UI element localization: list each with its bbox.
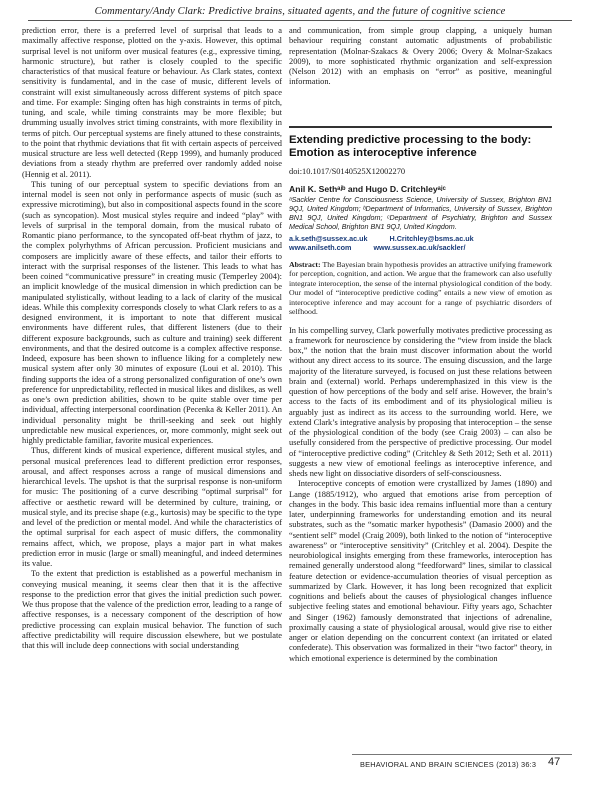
web-link-anilseth[interactable]: www.anilseth.com (289, 242, 352, 252)
section-rule (289, 126, 552, 128)
article-affiliation: ᵃSackler Centre for Consciousness Science, University of Sussex, Brighton BN1 9QJ, United Kingdom; ᵇDepartment of Informatics, University of Sussex, Brighton BN1 9QJ, United Kingdom; ᶜDepartment of Psychiatry, Brighton and Sussex Medical School, Brighton BN1 9QJ, United Kingdom. (289, 195, 552, 231)
article-doi: doi:10.1017/S0140525X12002270 (289, 166, 406, 176)
journal-footer: BEHAVIORAL AND BRAIN SCIENCES (2013) 36:3 (360, 760, 537, 769)
web-link-sackler[interactable]: www.sussex.ac.uk/sackler/ (373, 242, 466, 252)
abstract-text: The Bayesian brain hypothesis provides an attractive unifying framework for perception, cognition, and action. We argue that the framework can also usefully integrate interoception, the sense of the internal physiological condition of the body. Our model of “interoceptive predictive coding” entails a new view of emotion as interoceptive inference and may account for a range of psychiatric disorders of selfhood. (289, 259, 553, 317)
right-top-paragraph: and communication, from simple group clapping, a uniquely human behaviour requiring constant automatic adjustments of probabilistic representation (Molnar-Szakacs & Overy 2006; Overy & Molnar-Szakacs 2009), to more sophisticated rhythmic organization and self-expression (Nelson 2012) with an emphasis on “error” as positive, meaningful information. (289, 26, 552, 87)
page-number: 47 (548, 756, 561, 768)
right-column (289, 26, 552, 664)
article-authors: Anil K. Sethᵃʲᵇ and Hugo D. Critchleyᵃʲᶜ (289, 183, 446, 194)
right-body-paragraph-2: Interoceptive concepts of emotion were crystallized by James (1890) and Lange (1885/1912), who argued that emotions arise from perception of changes in the body. This basic idea remains influential more than a century later, underpinning frameworks for understanding emotion and its neural substrates, such as the “somatic marker hypothesis” (Damasio 2000) and the “sentient self” model (Craig 2009), both linked to the notion of “interoceptive awareness” or “interoceptive sensitivity” (Critchley et al. 2004). Despite the neurobiological insights emerging from these frameworks, interoception has remained generally understood along “feedforward” lines, similar to classical feature detection or evidence-accumulation theories of visual perception as summarized by Clark. However, it has long been recognized that explicit cognitions and beliefs about the causes of physiological changes influence subjective feeling states and emotional behaviour. Fifty years ago, Schachter and Singer (1962) famously demonstrated that injections of adrenaline, proximally causing a state of physiological arousal, would give rise to either anger or elation depending on the concurrent context (an irritated or elated confederate). This observation was formalized in their “two factor” theory, in which emotional experience is determined by the combination (289, 479, 552, 663)
contact-block (289, 234, 552, 252)
header-rule (28, 20, 572, 21)
abstract-label: Abstract: (289, 259, 321, 269)
email-link-seth[interactable]: a.k.seth@sussex.ac.uk (289, 233, 368, 243)
left-column (22, 26, 282, 651)
article-title-line-2: Emotion as interoceptive inference (289, 146, 477, 159)
abstract (289, 260, 552, 317)
running-head: Commentary/Andy Clark: Predictive brains, situated agents, and the future of cognitive science (94, 6, 506, 17)
footer-rule (352, 754, 572, 755)
left-paragraph-3: Thus, different kinds of musical experience, different musical styles, and personal musical preferences lead to different prediction error responses, arousal, and affect responses across a range of musical dimensions and hierarchical levels. The upshot is that the surprisal response is non-uniform for music: The positioning of a curve describing “optimal surprisal” for affective or aesthetic reward will be determined by culture, training, or musical style, and its precise shape (e.g., kurtosis) may be specific to the type and level of the prediction or mental model. And while the characteristics of the optimal surprisal for each aspect of music differs, the commonality remains affect, which, we propose, plays a major part in what makes prediction error in music (large or small) meaningful, and indeed determines its value. (22, 446, 282, 568)
article-title (289, 134, 552, 160)
left-paragraph-1: prediction error, there is a preferred level of surprisal that leads to a maximally affective response, plotted on the y-axis. However, this optimal surprisal level is not uniform over musical features (e.g., expressive timing, harmonic structure), but rather is closely coupled to the specific characteristics of that musical feature or behaviour. As Clark states, context sensitivity is fundamental, and in the case of music, different levels of constraint will exist simultaneously across different systems of pitch space and time. For example: Singing often has high constraints in terms of pitch, tuning, and scale, while timing constraints may be more flexible; but drumming usually involves strict timing constraints, with more flexibility in terms of pitch. Our perceptual systems are finely attuned to these constraints, to the point that rhythmic deviations that fit with certain aspects of perceived musical structure are less well detected (Repp 1999), and humanly produced deviations from a steady rhythm are preferred over randomly added noise (Hennig et al. 2011). (22, 26, 282, 179)
left-paragraph-2: This tuning of our perceptual system to specific deviations from an internal model is seen not only in performance aspects of music (such as expressive microtiming), but also in compositional aspects found in the score (such as syncopation). Most musical styles require and indeed “play” with levels of surprisal in the temporal domain, from the musical rubato of Romantic piano performance, to the syncopated off-beat rhythm of jazz, to the complex polyrhythms of African percussion. Proficient musicians and composers are implicitly aware of these effects, and tailor their efforts to interact with the surprisal responses of the listener. This leads to what has been coined “communicative pressure” in creating music (Temperley 2004): an implicit knowledge of the musical dimension in which prediction can be manipulated stylistically, without leading to a lack of clarity of the musical ideas. While this complexity corresponds closely to what Clark refers to as a designed environment, it is important to note that different musical environments have different rules, that different listeners (due to their different exposure backgrounds, such as culture and training) seek different environments, and that the desired outcome is a complex affective response. Indeed, exposure has been shown to influence liking for a completely new musical system after only 30 minutes of exposure (Loui et al. 2010). This finding supports the idea of a strong personalized configuration of one’s own preference for unpredictability, reflected in musical likes and dislikes, as well as one’s own prediction abilities, shown to be quite stable over time per individual, affecting interpersonal coordination (Pecenka & Keller 2011). An individual personality might be thrill-seeking and seek out highly unpredictable new musical experiences, or, more commonly, might seek out highly predictable familiar, favorite musical experiences. (22, 179, 282, 445)
email-link-critchley[interactable]: H.Critchley@bsms.ac.uk (389, 233, 474, 243)
article-title-line-1: Extending predictive processing to the body: (289, 133, 532, 146)
left-paragraph-4: To the extent that prediction is established as a powerful mechanism in conveying musical meaning, it seems clear then that it is the affective response to the prediction error that gives the initial prediction such power. We thus propose that the valence of the prediction error, leading to a range of affective responses, is a necessary component of the description of how predictive processing can explain musical behavior. The function of such affective predictability will require discussion elsewhere, but we postulate that this will include deep connections with social understanding (22, 569, 282, 650)
right-body-paragraph-1: In his compelling survey, Clark powerfully motivates predictive processing as a framework for neuroscience by considering the “view from inside the black box,” the notion that the brain must discover information about the world without any direct access to its source. The ensuing discussion, and the large majority of the literature surveyed, is focused on just these relations between brain and (external) world. Perhaps underemphasized in this view is the question of how perceptions of the body and self arise. However, the brain’s access to the facts of its embodiment and of its physiological milieu is arguably just as indirect as its access to the surrounding world. Here, we extend Clark’s integrative analysis by proposing that interoception – the sense of the physiological condition of the body (see Craig 2003) – can also be usefully considered from the perspective of predictive processing. Our model of “interoceptive predictive coding” (Critchley & Seth 2012; Seth et al. 2011) suggests a new view of emotional feelings as interoceptive inference, and sheds new light on dissociative disorders of self-consciousness. (289, 325, 552, 479)
